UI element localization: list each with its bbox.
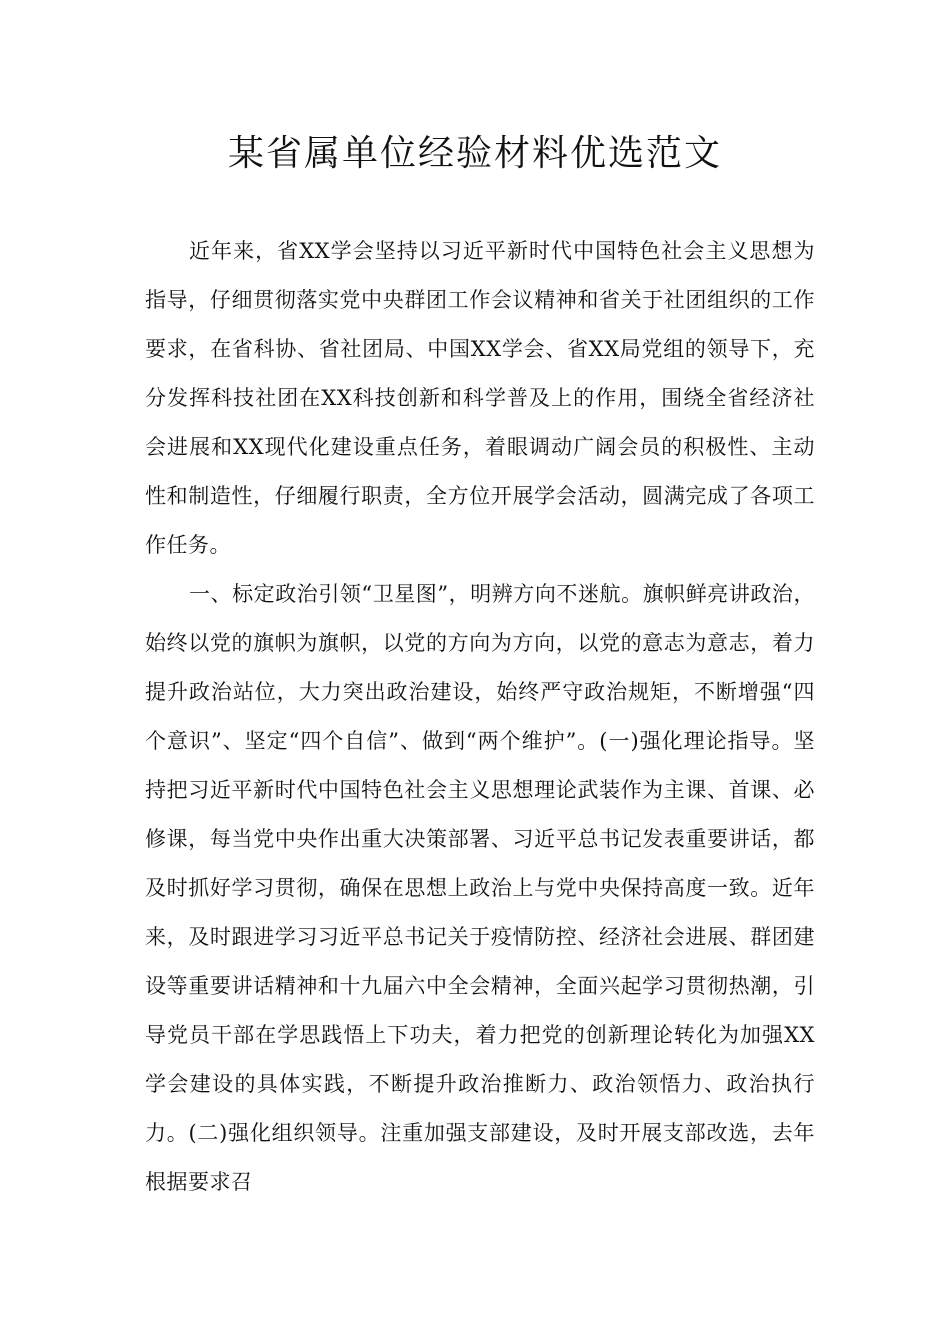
- paragraph-intro: 近年来，省XX学会坚持以习近平新时代中国特色社会主义思想为指导，仔细贯彻落实党中央群团工作会议精神和省关于社团组织的工作要求，在省科协、省社团局、中国XX学会、省XX局党组的领导下，充分发挥科技社团在XX科技创新和科学普及上的作用，围绕全省经济社会进展和XX现代化建设重点任务，着眼调动广阔会员的积极性、主动性和制造性，仔细履行职责，全方位开展学会活动，圆满完成了各项工作任务。: [145, 239, 815, 557]
- paragraph-section-one: 一、标定政治引领“卫星图”，明辨方向不迷航。旗帜鲜亮讲政治，始终以党的旗帜为旗帜，以党的方向为方向，以党的意志为意志，着力提升政治站位，大力突出政治建设，始终严守政治规矩，不断增强“四个意识”、坚定“四个自信”、做到“两个维护”。(一)强化理论指导。坚持把习近平新时代中国特色社会主义思想理论武装作为主课、首课、必修课，每当党中央作出重大决策部署、习近平总书记发表重要讲话，都及时抓好学习贯彻，确保在思想上政治上与党中央保持高度一致。近年来，及时跟进学习习近平总书记关于疫情防控、经济社会进展、群团建设等重要讲话精神和十九届六中全会精神，全面兴起学习贯彻热潮，引导党员干部在学思践悟上下功夫，着力把党的创新理论转化为加强XX学会建设的具体实践，不断提升政治推断力、政治领悟力、政治执行力。(二)强化组织领导。注重加强支部建设，及时开展支部改选，去年根据要求召: [145, 582, 815, 1194]
- document-body: [145, 227, 815, 1207]
- document-title: 某省属单位经验材料优选范文: [227, 133, 722, 174]
